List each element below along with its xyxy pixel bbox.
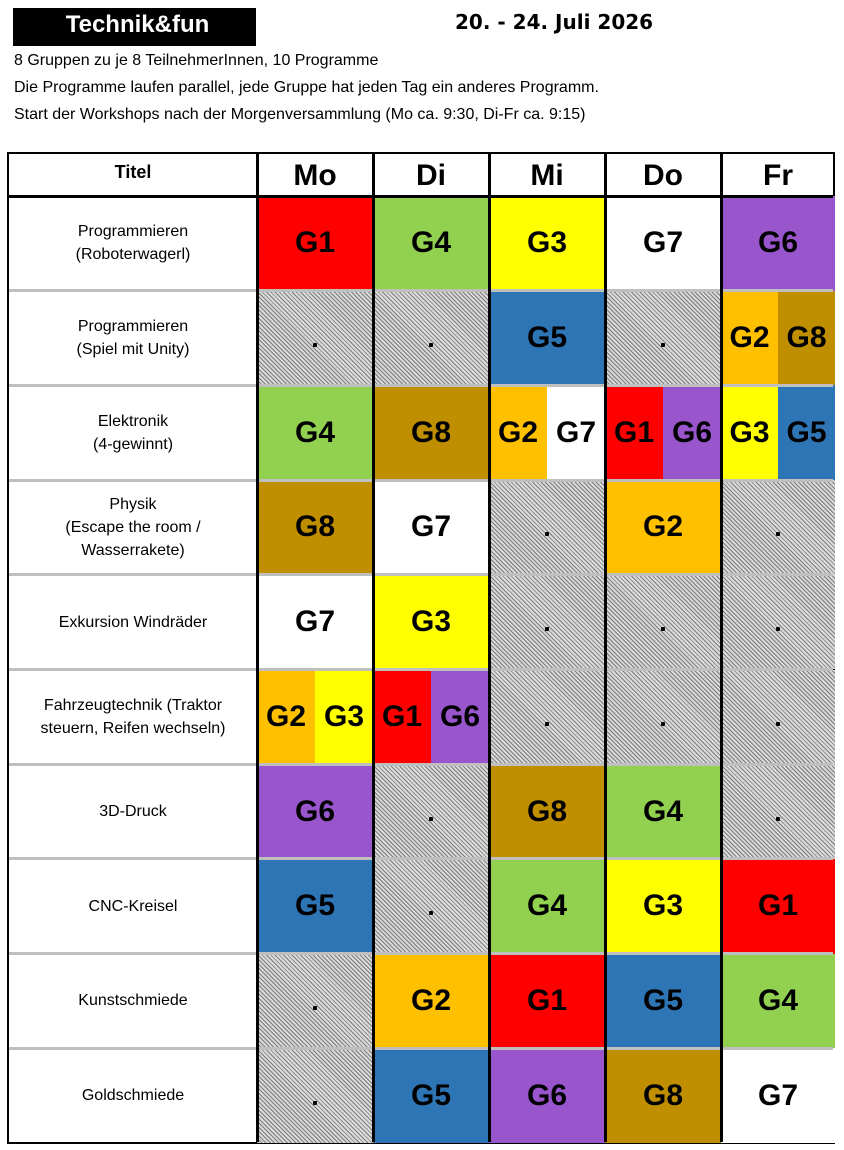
empty-slot: [489, 480, 605, 575]
program-title-line: Fahrzeugtechnik (Traktor: [43, 696, 223, 714]
empty-slot-dot: [545, 627, 549, 631]
empty-slot: [257, 954, 373, 1049]
group-label: G2: [721, 291, 778, 386]
empty-slot: [721, 480, 835, 575]
column-header-di: Di: [416, 159, 446, 192]
program-title: [9, 480, 257, 575]
info-line-start: Start der Workshops nach der Morgenversammlung (Mo ca. 9:30, Di-Fr ca. 9:15): [14, 106, 586, 123]
row-divider: [9, 952, 833, 955]
program-title: [9, 385, 257, 480]
program-title-line: Physik: [109, 495, 157, 513]
column-divider: [720, 154, 723, 1142]
column-header-mi: Mi: [530, 159, 564, 192]
group-label: G4: [489, 859, 605, 954]
group-label: G7: [257, 575, 373, 670]
group-label: G3: [721, 385, 778, 480]
group-label: G4: [257, 385, 373, 480]
schedule-cell: [489, 954, 605, 1049]
group-label: G4: [721, 954, 835, 1049]
empty-slot-dot: [313, 1006, 317, 1010]
program-title-line: Goldschmiede: [81, 1087, 185, 1105]
program-title-line: Kunstschmiede: [78, 992, 188, 1010]
empty-slot-dot: [661, 627, 665, 631]
schedule-cell: [605, 954, 721, 1049]
group-label: G2: [373, 954, 489, 1049]
group-label: G1: [373, 670, 431, 765]
group-label: G6: [257, 764, 373, 859]
schedule-cell: [605, 385, 721, 480]
row-divider: [9, 1047, 833, 1050]
group-label: G5: [778, 385, 835, 480]
empty-slot-dot: [776, 817, 780, 821]
empty-slot-dot: [429, 343, 433, 347]
column-header-fr: Fr: [763, 159, 793, 192]
group-label: G2: [605, 480, 721, 575]
schedule-cell: [721, 291, 835, 386]
group-label: G4: [605, 764, 721, 859]
schedule-cell: [373, 1048, 489, 1143]
program-title-line: Elektronik: [97, 412, 169, 430]
schedule-cell: [489, 764, 605, 859]
program-title-line: CNC-Kreisel: [88, 897, 178, 915]
group-label: G8: [489, 764, 605, 859]
group-label: G7: [605, 196, 721, 291]
program-title-line: Programmieren: [77, 223, 189, 241]
empty-slot: [373, 291, 489, 386]
row-divider: [9, 763, 833, 766]
program-title-line: (Roboterwagerl): [75, 246, 191, 264]
schedule-cell: [489, 385, 605, 480]
empty-slot-dot: [313, 343, 317, 347]
date-range: 20. - 24. Juli 2026: [455, 10, 654, 34]
group-label: G8: [257, 480, 373, 575]
program-title-line: 3D-Druck: [99, 803, 167, 821]
empty-slot-dot: [429, 817, 433, 821]
empty-slot-dot: [661, 722, 665, 726]
schedule-cell: [605, 1048, 721, 1143]
schedule-cell: [257, 385, 373, 480]
program-title-line: steuern, Reifen wechseln): [40, 719, 226, 737]
group-label: G4: [373, 196, 489, 291]
schedule-table: [7, 152, 835, 1144]
group-label: G7: [373, 480, 489, 575]
group-label: G6: [431, 670, 489, 765]
row-divider: [9, 857, 833, 860]
column-header-mo: Mo: [293, 159, 337, 192]
program-title: [9, 1048, 257, 1143]
column-header-title: Titel: [114, 162, 152, 182]
group-label: G7: [547, 385, 605, 480]
group-label: G6: [489, 1048, 605, 1143]
schedule-cell: [373, 954, 489, 1049]
schedule-cell: [605, 859, 721, 954]
program-title: [9, 954, 257, 1049]
empty-slot-dot: [776, 532, 780, 536]
group-label: G3: [605, 859, 721, 954]
schedule-cell: [373, 196, 489, 291]
empty-slot: [257, 1048, 373, 1143]
program-title: [9, 764, 257, 859]
empty-slot-dot: [313, 1101, 317, 1105]
row-divider: [9, 479, 833, 482]
empty-slot: [721, 670, 835, 765]
schedule-cell: [605, 764, 721, 859]
group-label: G3: [373, 575, 489, 670]
schedule-cell: [721, 859, 835, 954]
empty-slot: [721, 764, 835, 859]
row-divider: [9, 289, 833, 292]
program-title-line: (Escape the room /: [65, 518, 201, 536]
row-divider: [9, 195, 833, 198]
empty-slot: [605, 575, 721, 670]
program-title: [9, 291, 257, 386]
program-title-line: (Spiel mit Unity): [76, 341, 190, 359]
group-label: G3: [489, 196, 605, 291]
group-label: G6: [663, 385, 721, 480]
schedule-cell: [721, 954, 835, 1049]
empty-slot-dot: [661, 343, 665, 347]
empty-slot: [489, 670, 605, 765]
schedule-cell: [489, 291, 605, 386]
schedule-cell: [721, 385, 835, 480]
row-divider: [9, 384, 833, 387]
program-title-line: Programmieren: [77, 318, 189, 336]
empty-slot-dot: [545, 532, 549, 536]
schedule-cell: [373, 480, 489, 575]
schedule-cell: [489, 196, 605, 291]
empty-slot-dot: [776, 722, 780, 726]
column-header-do: Do: [643, 159, 683, 192]
empty-slot: [373, 764, 489, 859]
schedule-cell: [605, 480, 721, 575]
row-divider: [9, 668, 833, 671]
schedule-cell: [721, 196, 835, 291]
group-label: G8: [373, 385, 489, 480]
column-divider: [488, 154, 491, 1142]
group-label: G5: [605, 954, 721, 1049]
empty-slot-dot: [545, 722, 549, 726]
column-divider: [256, 154, 259, 1142]
group-label: G8: [778, 291, 835, 386]
group-label: G1: [721, 859, 835, 954]
group-label: G1: [257, 196, 373, 291]
program-title: [9, 859, 257, 954]
schedule-cell: [257, 575, 373, 670]
program-title: [9, 670, 257, 765]
program-title-line: (4-gewinnt): [92, 435, 174, 453]
group-label: G1: [605, 385, 663, 480]
info-line-parallel: Die Programme laufen parallel, jede Gruppe hat jeden Tag ein anderes Programm.: [14, 79, 599, 96]
program-title: [9, 575, 257, 670]
group-label: G5: [373, 1048, 489, 1143]
schedule-cell: [373, 385, 489, 480]
empty-slot: [721, 575, 835, 670]
schedule-cell: [721, 1048, 835, 1143]
group-label: G8: [605, 1048, 721, 1143]
program-title-line: Wasserrakete): [81, 541, 185, 559]
schedule-cell: [257, 764, 373, 859]
schedule-cell: [373, 575, 489, 670]
schedule-cell: [605, 196, 721, 291]
empty-slot: [373, 859, 489, 954]
schedule-cell: [373, 670, 489, 765]
column-divider: [372, 154, 375, 1142]
schedule-cell: [489, 1048, 605, 1143]
title-badge: Technik&fun: [13, 8, 256, 46]
group-label: G2: [257, 670, 315, 765]
group-label: G2: [489, 385, 547, 480]
program-title-line: Exkursion Windräder: [58, 613, 208, 631]
group-label: G5: [489, 291, 605, 386]
schedule-cell: [257, 859, 373, 954]
empty-slot-dot: [776, 627, 780, 631]
group-label: G5: [257, 859, 373, 954]
group-label: G6: [721, 196, 835, 291]
schedule-cell: [257, 670, 373, 765]
empty-slot-dot: [429, 911, 433, 915]
schedule-cell: [257, 480, 373, 575]
empty-slot: [605, 291, 721, 386]
empty-slot: [605, 670, 721, 765]
column-divider: [604, 154, 607, 1142]
group-label: G1: [489, 954, 605, 1049]
program-title: [9, 196, 257, 291]
schedule-cell: [257, 196, 373, 291]
empty-slot: [489, 575, 605, 670]
info-line-groups: 8 Gruppen zu je 8 TeilnehmerInnen, 10 Programme: [14, 52, 379, 69]
schedule-cell: [489, 859, 605, 954]
row-divider: [9, 573, 833, 576]
empty-slot: [257, 291, 373, 386]
group-label: G7: [721, 1048, 835, 1143]
group-label: G3: [315, 670, 373, 765]
